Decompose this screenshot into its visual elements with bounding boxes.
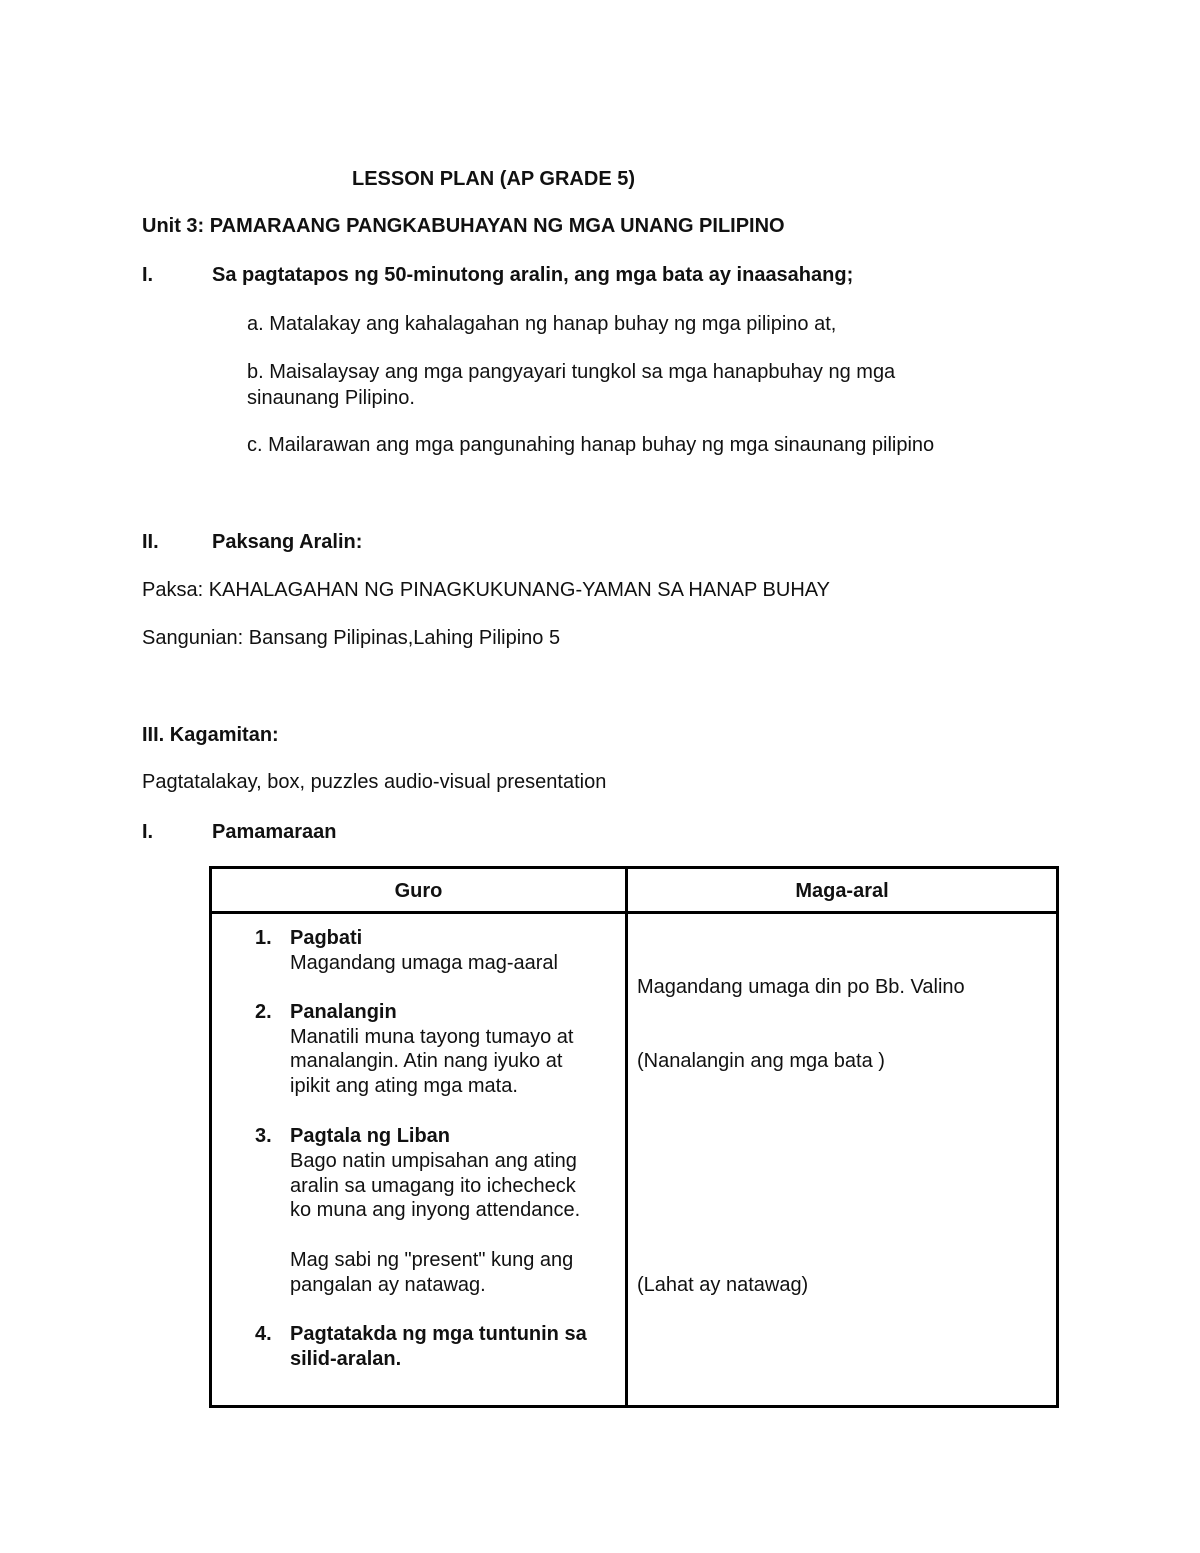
- guro-item-3-line: aralin sa umagang ito ichecheck: [290, 1175, 576, 1197]
- section-2-heading: Paksang Aralin:: [212, 531, 363, 553]
- guro-item-1-number: 1.: [255, 927, 272, 949]
- table-border-middle: [625, 866, 628, 1408]
- guro-item-2-line: manalangin. Atin nang iyuko at: [290, 1050, 563, 1072]
- paksa: Paksa: KAHALAGAHAN NG PINAGKUKUNANG-YAMAN SA HANAP BUHAY: [142, 579, 830, 601]
- table-border-right: [1056, 866, 1059, 1408]
- materials: Pagtatalakay, box, puzzles audio-visual presentation: [142, 771, 607, 793]
- objective-b: b. Maisalaysay ang mga pangyayari tungkol sa mga hanapbuhay ng mga: [247, 361, 896, 383]
- table-border-bottom: [209, 1405, 1059, 1408]
- header-maga-aral: Maga-aral: [795, 880, 889, 902]
- section-4-heading: Pamamaraan: [212, 821, 337, 843]
- header-guro: Guro: [394, 880, 443, 902]
- section-3-heading: III. Kagamitan:: [142, 724, 279, 746]
- guro-item-3-line: ko muna ang inyong attendance.: [290, 1199, 581, 1221]
- guro-item-3-extra: pangalan ay natawag.: [290, 1274, 486, 1296]
- magaaral-response-2: (Nanalangin ang mga bata ): [637, 1050, 885, 1072]
- objective-c: c. Mailarawan ang mga pangunahing hanap buhay ng mga sinaunang pilipino: [247, 434, 935, 456]
- section-4-number: I.: [142, 821, 154, 843]
- guro-item-3-title: Pagtala ng Liban: [290, 1125, 451, 1147]
- table-border-header: [209, 911, 1059, 914]
- guro-item-4-title: Pagtatakda ng mga tuntunin sa: [290, 1323, 587, 1345]
- guro-item-2-title: Panalangin: [290, 1001, 397, 1023]
- guro-item-3-number: 3.: [255, 1125, 272, 1147]
- guro-item-4-number: 4.: [255, 1323, 272, 1345]
- objective-a: a. Matalakay ang kahalagahan ng hanap buhay ng mga pilipino at,: [247, 313, 837, 335]
- guro-item-2-number: 2.: [255, 1001, 272, 1023]
- table-border-left: [209, 866, 212, 1408]
- magaaral-response-3: (Lahat ay natawag): [637, 1274, 809, 1296]
- table-border-top: [209, 866, 1059, 869]
- objective-b-cont: sinaunang Pilipino.: [247, 387, 415, 409]
- guro-item-2-line: Manatili muna tayong tumayo at: [290, 1026, 574, 1048]
- magaaral-response-1: Magandang umaga din po Bb. Valino: [637, 976, 965, 998]
- guro-item-3-line: Bago natin umpisahan ang ating: [290, 1150, 577, 1172]
- sangunian: Sangunian: Bansang Pilipinas,Lahing Pilipino 5: [142, 627, 561, 649]
- section-1-number: I.: [142, 264, 154, 286]
- unit-title: Unit 3: PAMARAANG PANGKABUHAYAN NG MGA UNANG PILIPINO: [142, 215, 785, 237]
- guro-item-1-line: Magandang umaga mag-aaral: [290, 952, 558, 974]
- section-1-heading: Sa pagtatapos ng 50-minutong aralin, ang mga bata ay inaasahang;: [212, 264, 854, 286]
- guro-item-1-title: Pagbati: [290, 927, 363, 949]
- guro-item-3-extra: Mag sabi ng "present" kung ang: [290, 1249, 574, 1271]
- guro-item-4-title: silid-aralan.: [290, 1348, 402, 1370]
- guro-item-2-line: ipikit ang ating mga mata.: [290, 1075, 518, 1097]
- section-2-number: II.: [142, 531, 159, 553]
- page-title: LESSON PLAN (AP GRADE 5): [352, 168, 635, 190]
